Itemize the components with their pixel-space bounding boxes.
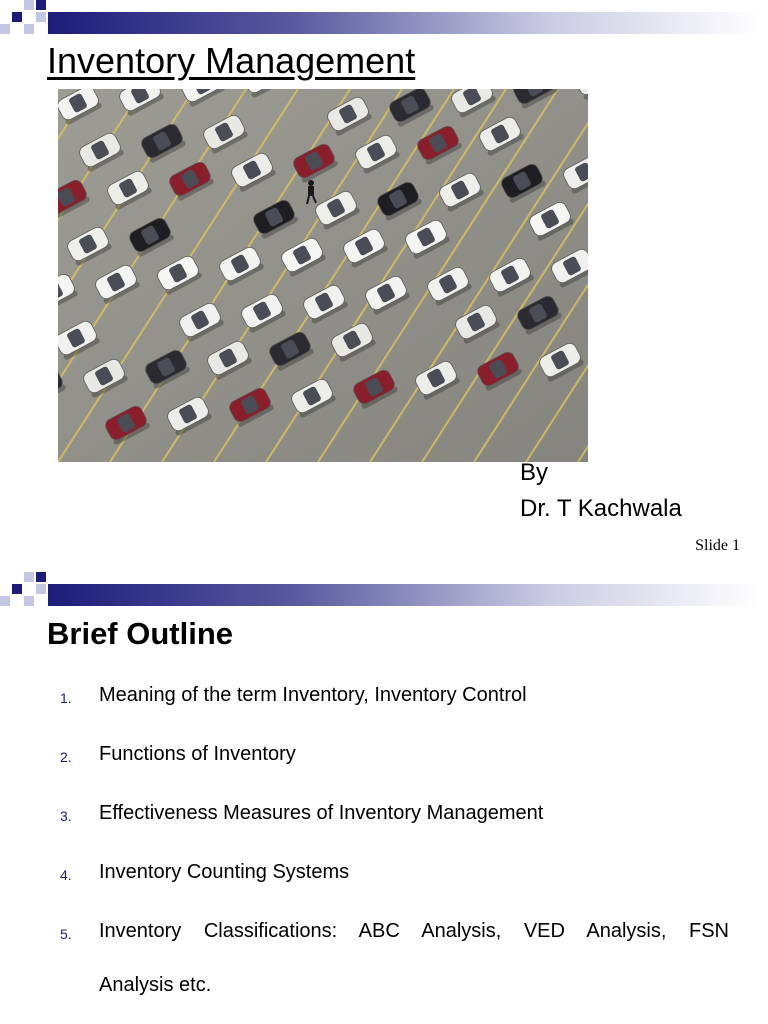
slide-2 [0,572,768,1024]
slide-title: Inventory Management [47,40,416,81]
author-name: Dr. T Kachwala [520,495,682,522]
list-number: 2. [60,749,72,765]
list-number: 3. [60,808,72,824]
list-text: Functions of Inventory [99,743,296,765]
byline-by: By [520,459,549,486]
list-number: 1. [60,690,72,706]
slide-header-decoration [0,572,768,620]
list-text: Inventory Counting Systems [99,861,350,883]
list-number: 5. [60,926,72,942]
list-text-continuation: Analysis etc. [99,974,212,996]
list-number: 4. [60,867,72,883]
list-text: Meaning of the term Inventory, Inventory Control [99,684,527,706]
slide-number: Slide 1 [695,537,740,554]
list-text: Effectiveness Measures of Inventory Management [99,802,544,824]
list-text: Inventory Classifications: ABC Analysis, VED Analysis, FSN [99,920,729,942]
parking-lot-photo [58,89,588,462]
outline-title: Brief Outline [47,616,234,651]
